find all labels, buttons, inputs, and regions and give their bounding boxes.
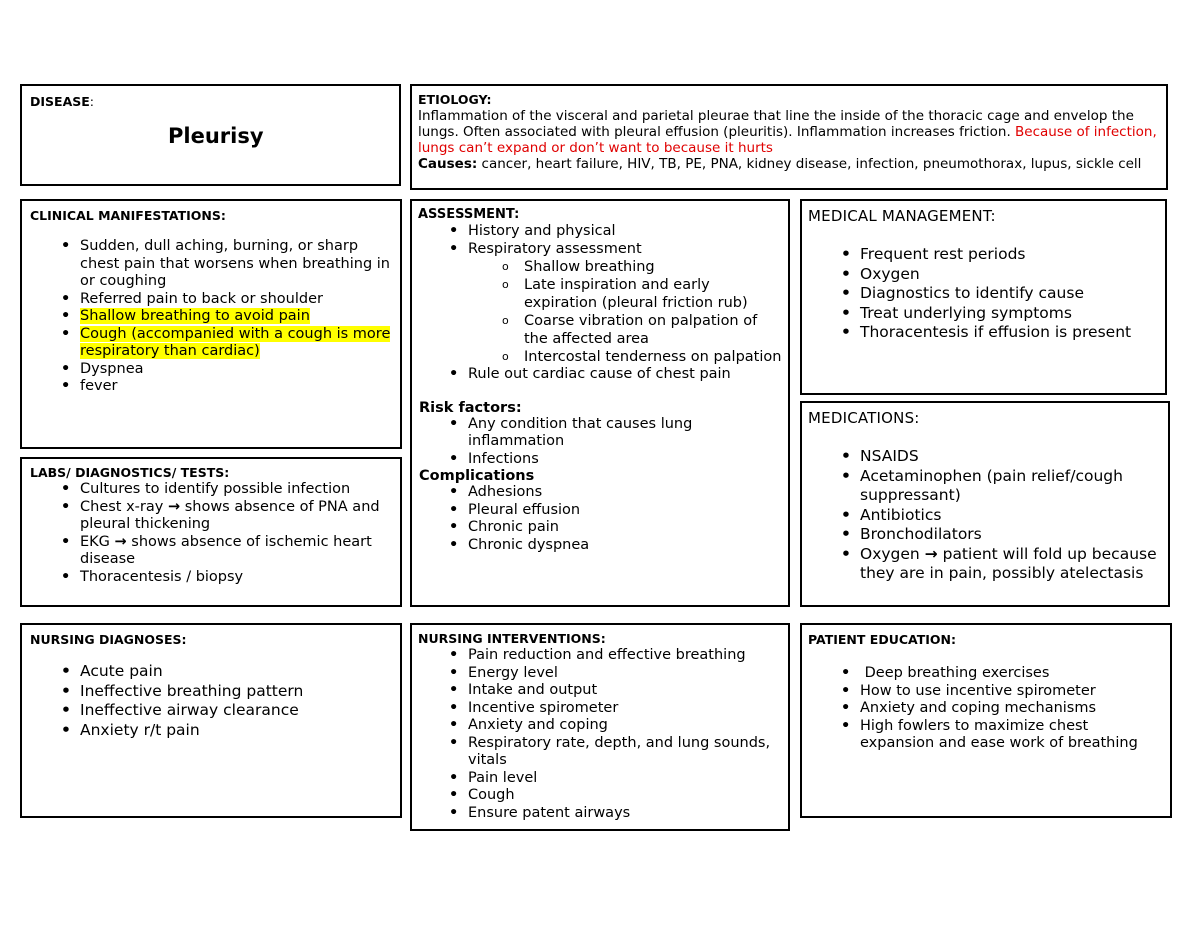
list-item-text-highlighted: Cough (accompanied with a cough is more respiratory than cardiac) (80, 325, 391, 359)
arrow-right-icon: → (924, 544, 938, 563)
list-item-text: Incentive spirometer (468, 699, 619, 716)
list-item (808, 304, 1161, 324)
patient-education-box (800, 623, 1172, 818)
list-item (28, 499, 394, 534)
list-item-text: patient will fold up because they are in pain, possibly atelectasis (860, 544, 1157, 582)
disease-name: Pleurisy (168, 124, 264, 148)
causes-text: cancer, heart failure, HIV, TB, PE, PNA, kidney disease, infection, pneumothorax, lupus, sickle cell (477, 156, 1142, 172)
list-item (808, 284, 1161, 304)
nursing-interventions-box (410, 623, 790, 831)
list-item-text-highlighted: Shallow breathing to avoid pain (80, 308, 310, 324)
disease-label: DISEASE (30, 94, 90, 109)
sub-list-item-text: Late inspiration and early expiration (pleural friction rub) (524, 277, 748, 311)
list-item (28, 326, 394, 361)
list-item (28, 682, 394, 702)
list-item-text: Oxygen (860, 544, 925, 563)
complications-list (416, 484, 784, 554)
sub-list-item (416, 276, 784, 312)
list-item-text: EKG (80, 533, 115, 550)
list-item-text: How to use incentive spirometer (860, 682, 1096, 699)
causes-label: Causes: (418, 156, 478, 172)
list-item (808, 447, 1164, 467)
arrow-right-icon: → (167, 498, 181, 515)
etiology-box (410, 84, 1168, 190)
list-item-text: Chest x-ray (80, 498, 168, 515)
list-item-text: Cough (468, 787, 515, 803)
list-item-text: Intake and output (468, 682, 598, 698)
assessment-list-2 (416, 366, 784, 384)
sub-list-item-text: Coarse vibration on palpation of the affected area (524, 313, 758, 347)
list-item (28, 238, 394, 291)
list-item-text: History and physical (468, 223, 616, 239)
list-item-text: Antibiotics (860, 505, 942, 524)
patient-education-label: PATIENT EDUCATION: (808, 632, 956, 647)
list-item-text: fever (80, 378, 118, 394)
list-item (28, 361, 394, 379)
list-item-text: Treat underlying symptoms (860, 303, 1072, 322)
list-item (808, 467, 1164, 506)
list-item (808, 525, 1164, 545)
list-item-text: Diagnostics to identify cause (860, 284, 1084, 302)
list-item-text: NSAIDS (860, 447, 919, 465)
assessment-box (410, 199, 790, 607)
list-item-text: Bronchodilators (860, 525, 982, 543)
list-item-text: Thoracentesis / biopsy (80, 568, 244, 585)
sub-list-item (416, 258, 784, 276)
list-item (808, 265, 1161, 285)
list-item-text: Thoracentesis if effusion is present (860, 323, 1132, 341)
list-item (28, 481, 394, 499)
list-item (416, 366, 784, 384)
disease-colon: : (89, 94, 95, 109)
list-item (808, 665, 1166, 683)
list-item-text: Adhesions (468, 484, 543, 500)
list-item (808, 323, 1161, 343)
list-item-text: Chronic pain (468, 519, 559, 535)
list-item-text: Oxygen (860, 264, 920, 283)
list-item-text: Infections (468, 450, 539, 467)
list-item-text: shows absence of ischemic heart disease (80, 533, 372, 567)
list-item (416, 647, 784, 665)
clinical-list (28, 238, 394, 396)
list-item (416, 770, 784, 788)
list-item (808, 245, 1161, 265)
assessment-content (416, 223, 784, 554)
disease-label-line (30, 94, 94, 109)
list-item-text: Ineffective breathing pattern (80, 681, 304, 700)
list-item (28, 291, 394, 309)
list-item (808, 683, 1166, 701)
labs-list (28, 481, 394, 586)
list-item (808, 545, 1164, 584)
list-item-text: Anxiety and coping mechanisms (860, 700, 1097, 716)
list-item (28, 662, 394, 682)
etiology-label: ETIOLOGY: (418, 92, 492, 107)
nursing-diagnoses-label: NURSING DIAGNOSES: (30, 632, 187, 647)
labs-box (20, 457, 402, 607)
medical-label: MEDICAL MANAGEMENT: (808, 207, 996, 225)
list-item (416, 700, 784, 718)
list-item (416, 223, 784, 241)
list-item (808, 700, 1166, 718)
list-item-text: Respiratory rate, depth, and lung sounds, vitals (468, 734, 771, 768)
etiology-text (418, 108, 1158, 156)
list-item-text: Anxiety and coping (468, 717, 608, 733)
list-item-text: Pain reduction and effective breathing (468, 647, 746, 663)
etiology-causes (418, 156, 1158, 172)
list-item (416, 519, 784, 537)
risk-list (416, 416, 784, 469)
clinical-box (20, 199, 402, 449)
risk-label: Risk factors: (419, 399, 522, 416)
list-item-text: shows absence of PNA and pleural thickening (80, 498, 380, 532)
list-item-text: Acute pain (80, 662, 163, 680)
assessment-label: ASSESSMENT: (418, 207, 520, 222)
list-item-text: Dyspnea (80, 360, 144, 377)
list-item-text: Rule out cardiac cause of chest pain (468, 366, 731, 382)
list-item-text: Anxiety r/t pain (80, 720, 200, 739)
nursing-interventions-label: NURSING INTERVENTIONS: (418, 631, 606, 646)
etiology-content (418, 92, 1158, 172)
list-item-text: Ineffective airway clearance (80, 701, 299, 719)
assessment-list (416, 223, 784, 258)
patient-education-list (808, 665, 1166, 753)
list-item (416, 416, 784, 451)
sub-list-item (416, 348, 784, 366)
list-item-text: Deep breathing exercises (860, 665, 1050, 681)
etiology-text-red: Because of infection, lungs can’t expand or don’t want to because it hurts (418, 124, 1157, 156)
etiology-text-black: Inflammation of the visceral and parietal pleurae that line the inside of the thoracic cage and envelop the lungs. Often associated with pleural effusion (pleuritis). Inflammation increases friction. (418, 108, 1134, 140)
list-item-text: Respiratory assessment (468, 240, 642, 257)
list-item (28, 308, 394, 326)
assessment-sublist (416, 258, 784, 366)
list-item (28, 569, 394, 587)
labs-label: LABS/ DIAGNOSTICS/ TESTS: (30, 465, 230, 480)
nursing-interventions-list (416, 647, 784, 822)
list-item (416, 502, 784, 520)
nursing-diagnoses-list (28, 662, 394, 740)
list-item (28, 721, 394, 741)
disease-box (20, 84, 401, 186)
list-item (416, 805, 784, 823)
list-item-text: High fowlers to maximize chest expansion and ease work of breathing (860, 717, 1138, 751)
list-item (28, 378, 394, 396)
complications-label: Complications (419, 468, 535, 484)
list-item (416, 665, 784, 683)
medications-label: MEDICATIONS: (808, 409, 920, 427)
list-item (416, 537, 784, 555)
medical-list (808, 245, 1161, 343)
medications-list (808, 447, 1164, 584)
nursing-diagnoses-box (20, 623, 402, 818)
medical-box (800, 199, 1167, 395)
sub-list-item-text: Intercostal tenderness on palpation (524, 349, 782, 365)
list-item (416, 451, 784, 469)
sub-list-item-text: Shallow breathing (524, 259, 655, 275)
list-item-text: Pain level (468, 769, 538, 786)
list-item (416, 682, 784, 700)
list-item (416, 484, 784, 502)
list-item-text: Pleural effusion (468, 501, 581, 518)
list-item (808, 506, 1164, 526)
list-item (28, 701, 394, 721)
list-item-text: Ensure patent airways (468, 804, 631, 821)
sub-list-item (416, 312, 784, 348)
arrow-right-icon: → (114, 533, 127, 550)
list-item-text: Energy level (468, 664, 558, 681)
list-item-text: Referred pain to back or shoulder (80, 290, 323, 307)
list-item (808, 718, 1166, 753)
list-item-text: Cultures to identify possible infection (80, 481, 351, 497)
list-item-text: Acetaminophen (pain relief/cough suppressant) (860, 466, 1123, 504)
list-item-text: Frequent rest periods (860, 245, 1026, 263)
list-item-text: Chronic dyspnea (468, 536, 590, 553)
list-item (416, 717, 784, 735)
list-item-text: Sudden, dull aching, burning, or sharp chest pain that worsens when breathing in or coughing (80, 238, 390, 289)
list-item (416, 787, 784, 805)
list-item (416, 735, 784, 770)
list-item (416, 241, 784, 259)
list-item-text: Any condition that causes lung inflammation (468, 415, 693, 449)
list-item (28, 534, 394, 569)
clinical-label: CLINICAL MANIFESTATIONS: (30, 208, 226, 223)
medications-box (800, 401, 1170, 607)
